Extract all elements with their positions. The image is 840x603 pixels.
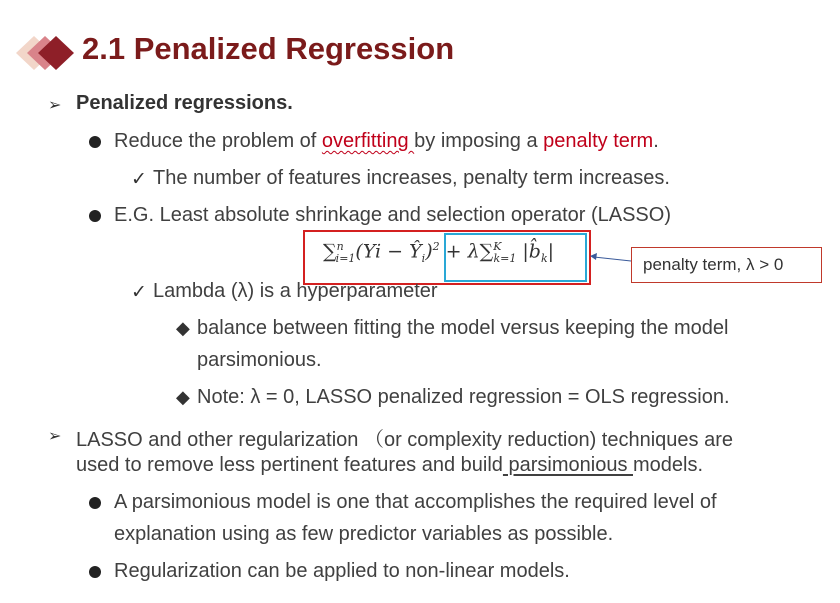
lasso-regularization-line1: LASSO and other regularization （or complexity reduction) techniques are bbox=[76, 429, 734, 451]
lasso-formula: $\sum^n_{i=1}(Yi - Ŷ_i)^2 + \lambda\sum^K_{k=1}$ $|b̂_k|$ bbox=[323, 240, 555, 266]
lambda-hyperparameter-text: Lambda (λ) is a hyperparameter bbox=[153, 280, 438, 302]
diamond-bullet-icon: ◆ bbox=[176, 387, 190, 407]
callout-arrow-icon bbox=[588, 252, 632, 266]
arrow-bullet-icon: ➢ bbox=[48, 97, 62, 114]
penalty-callout: penalty term, λ > 0 bbox=[631, 247, 822, 283]
dot-bullet-icon bbox=[89, 497, 101, 509]
reduce-overfitting-text: Reduce the problem of overfitting by imposing a penalty term. bbox=[114, 130, 659, 152]
overfitting-term: overfitting bbox=[321, 130, 415, 152]
dot-bullet-icon bbox=[89, 136, 101, 148]
lasso-regularization-line2: used to remove less pertinent features and build parsimonious models. bbox=[76, 454, 704, 476]
dot-bullet-icon bbox=[89, 210, 101, 222]
features-increase-text: The number of features increases, penalty term increases. bbox=[153, 167, 670, 189]
penalized-heading: Penalized regressions. bbox=[76, 92, 293, 114]
lasso-example-text: E.G. Least absolute shrinkage and selection operator (LASSO) bbox=[114, 204, 671, 226]
balance-text-line1: balance between fitting the model versus keeping the model bbox=[197, 317, 729, 339]
diamond-bullet-icon: ◆ bbox=[176, 318, 190, 338]
parsimonious-text-line2: explanation using as few predictor variables as possible. bbox=[114, 523, 614, 545]
page-title: 2.1 Penalized Regression bbox=[82, 31, 455, 66]
balance-text-line2: parsimonious. bbox=[197, 349, 322, 371]
parsimonious-text-line1: A parsimonious model is one that accomplishes the required level of bbox=[114, 491, 717, 513]
note-text: Note: λ = 0, LASSO penalized regression = OLS regression. bbox=[197, 386, 730, 408]
regularization-text: Regularization can be applied to non-linear models. bbox=[114, 560, 570, 582]
parsimonious-term: parsimonious bbox=[502, 454, 633, 476]
check-icon: ✓ bbox=[131, 282, 147, 303]
dot-bullet-icon bbox=[89, 566, 101, 578]
arrow-bullet-icon: ➢ bbox=[48, 428, 62, 445]
check-icon: ✓ bbox=[131, 169, 147, 190]
title-diamond-icon bbox=[12, 30, 78, 76]
penalty-term: penalty term bbox=[543, 130, 654, 152]
